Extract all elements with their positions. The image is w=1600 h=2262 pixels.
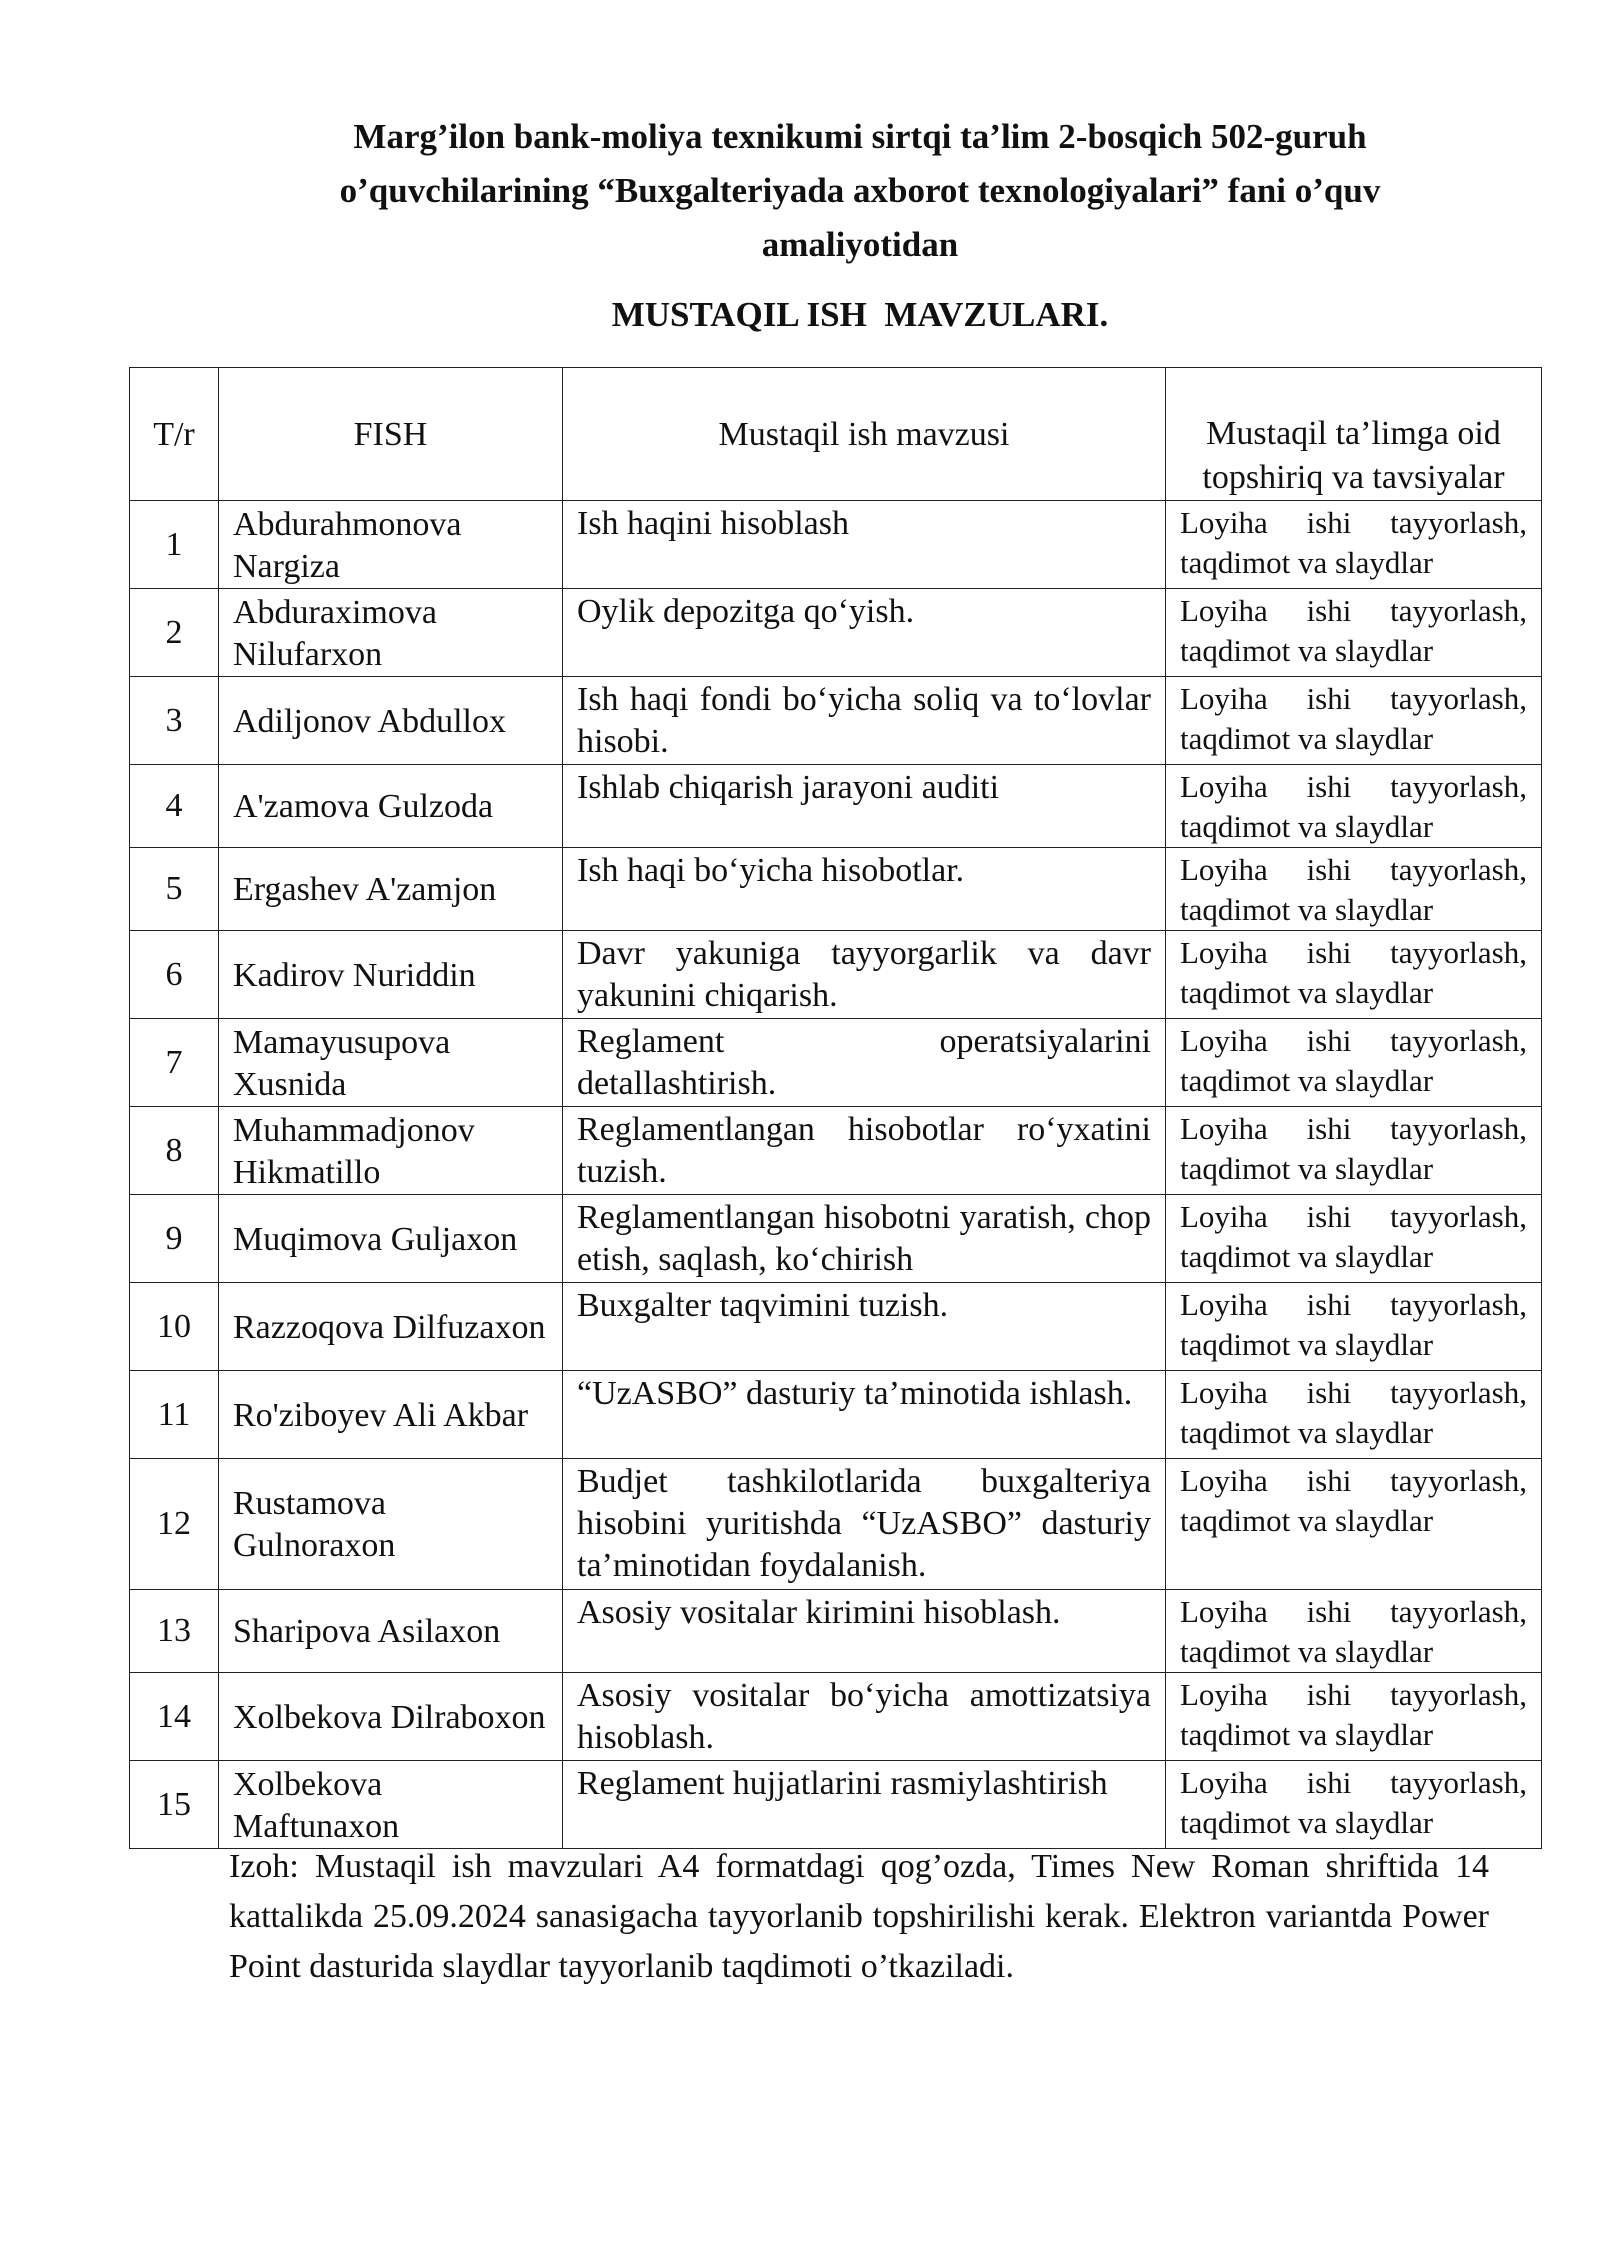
task-description: Loyiha ishi tayyorlash, taqdimot va slaydlar bbox=[1166, 1459, 1542, 1590]
row-number: 12 bbox=[130, 1459, 219, 1590]
work-topic: Asosiy vositalar kirimini hisoblash. bbox=[563, 1590, 1166, 1673]
row-number: 11 bbox=[130, 1371, 219, 1459]
row-number: 14 bbox=[130, 1673, 219, 1761]
task-description: Loyiha ishi tayyorlash, taqdimot va slaydlar bbox=[1166, 1195, 1542, 1283]
row-number: 3 bbox=[130, 677, 219, 765]
work-topic: Reglament hujjatlarini rasmiylashtirish bbox=[563, 1761, 1166, 1849]
row-number: 1 bbox=[130, 501, 219, 589]
row-number: 6 bbox=[130, 931, 219, 1019]
student-name: Muqimova Guljaxon bbox=[219, 1195, 563, 1283]
student-name: Adiljonov Abdullox bbox=[219, 677, 563, 765]
row-number: 13 bbox=[130, 1590, 219, 1673]
work-topic: Oylik depozitga qo‘yish. bbox=[563, 589, 1166, 677]
student-name: Razzoqova Dilfuzaxon bbox=[219, 1283, 563, 1371]
work-topic: Davr yakuniga tayyorgarlik va davr yakunini chiqarish. bbox=[563, 931, 1166, 1019]
student-name: Ergashev A'zamjon bbox=[219, 848, 563, 931]
student-name: Abdurahmonova Nargiza bbox=[219, 501, 563, 589]
document-title bbox=[290, 110, 1430, 272]
task-description: Loyiha ishi tayyorlash, taqdimot va slaydlar bbox=[1166, 1283, 1542, 1371]
work-topic: Reglamentlangan hisobotlar ro‘yxatini tuzish. bbox=[563, 1107, 1166, 1195]
table-row bbox=[130, 1459, 1542, 1590]
student-name: Ro'ziboyev Ali Akbar bbox=[219, 1371, 563, 1459]
work-topic: Reglament operatsiyalarini detallashtirish. bbox=[563, 1019, 1166, 1107]
title-line-2: o’quvchilarining “Buxgalteriyada axborot texnologiyalari” fani o’quv bbox=[339, 171, 1381, 210]
task-description: Loyiha ishi tayyorlash, taqdimot va slaydlar bbox=[1166, 1590, 1542, 1673]
column-header-number: T/r bbox=[130, 368, 219, 501]
table-row bbox=[130, 765, 1542, 848]
student-name: Abduraximova Nilufarxon bbox=[219, 589, 563, 677]
task-description: Loyiha ishi tayyorlash, taqdimot va slaydlar bbox=[1166, 765, 1542, 848]
task-description: Loyiha ishi tayyorlash, taqdimot va slaydlar bbox=[1166, 1761, 1542, 1849]
title-line-1: Marg’ilon bank-moliya texnikumi sirtqi ta’lim 2-bosqich 502-guruh bbox=[353, 117, 1367, 156]
topics-table bbox=[129, 367, 1542, 1849]
work-topic: Budjet tashkilotlarida buxgalteriya hisobini yuritishda “UzASBO” dasturiy ta’minotidan foydalanish. bbox=[563, 1459, 1166, 1590]
work-topic: Ish haqi fondi bo‘yicha soliq va to‘lovlar hisobi. bbox=[563, 677, 1166, 765]
student-name: Xolbekova Dilraboxon bbox=[219, 1673, 563, 1761]
row-number: 10 bbox=[130, 1283, 219, 1371]
title-line-3: amaliyotidan bbox=[761, 225, 959, 264]
work-topic: Buxgalter taqvimini tuzish. bbox=[563, 1283, 1166, 1371]
work-topic: Reglamentlangan hisobotni yaratish, chop etish, saqlash, ko‘chirish bbox=[563, 1195, 1166, 1283]
document-subtitle: MUSTAQIL ISH MAVZULARI. bbox=[611, 295, 1109, 334]
table-row bbox=[130, 589, 1542, 677]
row-number: 4 bbox=[130, 765, 219, 848]
table-row bbox=[130, 1371, 1542, 1459]
column-header-fish: FISH bbox=[219, 368, 563, 501]
table-row bbox=[130, 1590, 1542, 1673]
table-row bbox=[130, 848, 1542, 931]
table-row bbox=[130, 1283, 1542, 1371]
footnote: Izoh: Mustaqil ish mavzulari A4 formatdagi qog’ozda, Times New Roman shriftida 14 kattalikda 25.09.2024 sanasigacha tayyorlanib topshirilishi kerak. Elektron variantda Power Point dasturida slaydlar tayyorlanib taqdimoti o’tkaziladi. bbox=[229, 1848, 1489, 1985]
table-row bbox=[130, 501, 1542, 589]
table-body bbox=[130, 501, 1542, 1849]
row-number: 8 bbox=[130, 1107, 219, 1195]
student-name: Kadirov Nuriddin bbox=[219, 931, 563, 1019]
work-topic: Asosiy vositalar bo‘yicha amottizatsiya hisoblash. bbox=[563, 1673, 1166, 1761]
task-description: Loyiha ishi tayyorlash, taqdimot va slaydlar bbox=[1166, 501, 1542, 589]
task-description: Loyiha ishi tayyorlash, taqdimot va slaydlar bbox=[1166, 848, 1542, 931]
column-header-task: Mustaqil ta’limga oid topshiriq va tavsiyalar bbox=[1166, 368, 1542, 501]
student-name: Xolbekova Maftunaxon bbox=[219, 1761, 563, 1849]
task-description: Loyiha ishi tayyorlash, taqdimot va slaydlar bbox=[1166, 589, 1542, 677]
task-description: Loyiha ishi tayyorlash, taqdimot va slaydlar bbox=[1166, 1673, 1542, 1761]
work-topic: Ish haqini hisoblash bbox=[563, 501, 1166, 589]
table-header-row bbox=[130, 368, 1542, 501]
student-name: A'zamova Gulzoda bbox=[219, 765, 563, 848]
task-description: Loyiha ishi tayyorlash, taqdimot va slaydlar bbox=[1166, 1019, 1542, 1107]
table-row bbox=[130, 1673, 1542, 1761]
student-name: Sharipova Asilaxon bbox=[219, 1590, 563, 1673]
task-description: Loyiha ishi tayyorlash, taqdimot va slaydlar bbox=[1166, 1371, 1542, 1459]
row-number: 9 bbox=[130, 1195, 219, 1283]
table-row bbox=[130, 677, 1542, 765]
row-number: 15 bbox=[130, 1761, 219, 1849]
work-topic: Ish haqi bo‘yicha hisobotlar. bbox=[563, 848, 1166, 931]
row-number: 5 bbox=[130, 848, 219, 931]
row-number: 7 bbox=[130, 1019, 219, 1107]
table-row bbox=[130, 1761, 1542, 1849]
task-description: Loyiha ishi tayyorlash, taqdimot va slaydlar bbox=[1166, 931, 1542, 1019]
student-name: Rustamova Gulnoraxon bbox=[219, 1459, 563, 1590]
work-topic: “UzASBO” dasturiy ta’minotida ishlash. bbox=[563, 1371, 1166, 1459]
task-description: Loyiha ishi tayyorlash, taqdimot va slaydlar bbox=[1166, 677, 1542, 765]
table-row bbox=[130, 1019, 1542, 1107]
table-row bbox=[130, 931, 1542, 1019]
task-description: Loyiha ishi tayyorlash, taqdimot va slaydlar bbox=[1166, 1107, 1542, 1195]
table-row bbox=[130, 1107, 1542, 1195]
table-row bbox=[130, 1195, 1542, 1283]
student-name: Muhammadjonov Hikmatillo bbox=[219, 1107, 563, 1195]
work-topic: Ishlab chiqarish jarayoni auditi bbox=[563, 765, 1166, 848]
student-name: Mamayusupova Xusnida bbox=[219, 1019, 563, 1107]
column-header-topic: Mustaqil ish mavzusi bbox=[563, 368, 1166, 501]
row-number: 2 bbox=[130, 589, 219, 677]
